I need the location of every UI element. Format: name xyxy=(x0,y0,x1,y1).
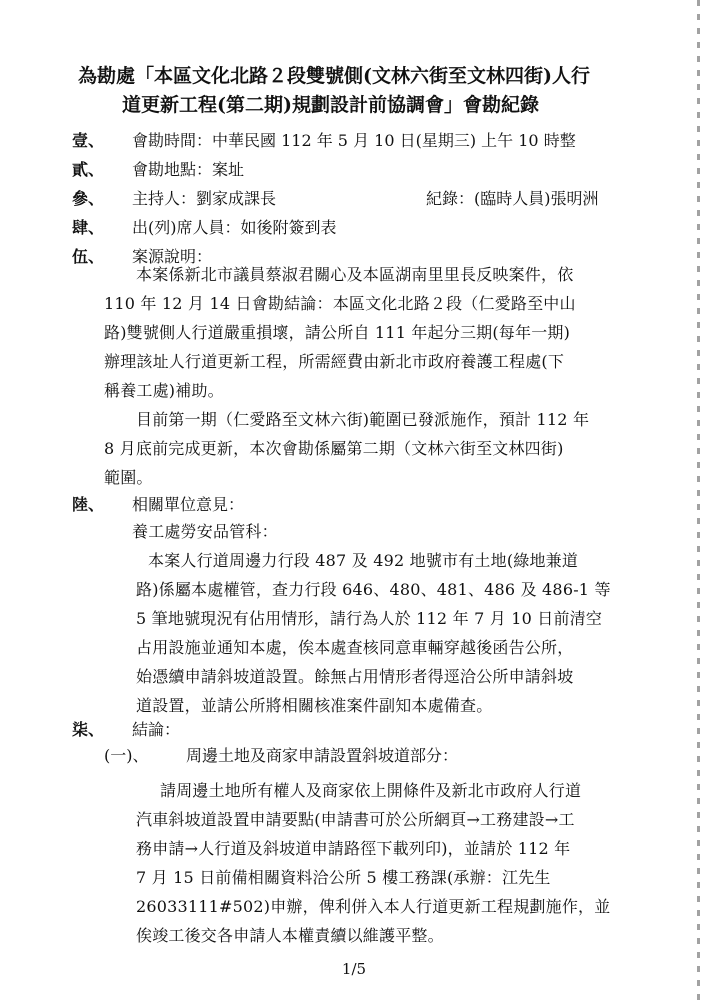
origin-line: 辦理該址人行道更新工程，所需經費由新北市政府養護工程處(下 xyxy=(104,352,565,371)
unit-opinion-line: 道設置，並請公所將相關核准案件副知本處備查。 xyxy=(136,696,493,715)
unit-opinion-line: 5 筆地號現況有佔用情形，請行為人於 112 年 7 月 10 日前清空 xyxy=(136,609,603,628)
chairperson: 主持人：劉家成課長 xyxy=(132,189,277,208)
section-number: 貳、 xyxy=(72,160,105,179)
section-heading: 相關單位意見： xyxy=(132,495,245,514)
conclusion-item-number: (一)、 xyxy=(104,746,149,765)
section-heading: 案源說明： xyxy=(132,247,213,266)
section-number: 柒、 xyxy=(72,720,105,739)
unit-opinion-line: 路)係屬本處權管，查力行段 646、480、481、486 及 486-1 等 xyxy=(136,580,611,599)
origin-line: 目前第一期（仁愛路至文林六街)範圍已發派施作，預計 112 年 xyxy=(136,410,590,429)
unit-opinion-line: 本案人行道周邊力行段 487 及 492 地號市有土地(綠地兼道 xyxy=(148,551,579,570)
unit-opinion-line: 始憑續申請斜坡道設置。餘無占用情形者得逕洽公所申請斜坡 xyxy=(136,667,574,686)
origin-line: 稱養工處)補助。 xyxy=(104,381,224,400)
section-number: 壹、 xyxy=(72,131,105,150)
recorder: 紀錄：(臨時人員)張明洲 xyxy=(426,189,599,208)
conclusion-line: 7 月 15 日前備相關資料洽公所 5 樓工務課(承辦：江先生 xyxy=(136,868,551,887)
conclusion-line: 務申請→人行道及斜坡道申請路徑下載列印)，並請於 112 年 xyxy=(136,839,571,858)
meeting-location: 會勘地點：案址 xyxy=(132,160,245,179)
section-number: 陸、 xyxy=(72,495,105,514)
document-title-line-1: 為勘處「本區文化北路２段雙號側(文林六街至文林四街)人行 xyxy=(78,65,590,87)
meeting-time: 會勘時間：中華民國 112 年 5 月 10 日(星期三) 上午 10 時整 xyxy=(132,131,576,150)
page-number: 1/5 xyxy=(341,960,367,978)
section-number: 參、 xyxy=(72,189,105,208)
conclusion-line: 請周邊土地所有權人及商家依上開條件及新北市政府人行道 xyxy=(160,781,582,800)
unit-name: 養工處勞安品管科： xyxy=(132,522,278,541)
conclusion-line: 汽車斜坡道設置申請要點(申請書可於公所網頁→工務建設→工 xyxy=(136,810,575,829)
document-title-line-2: 道更新工程(第二期)規劃設計前協調會」會勘紀錄 xyxy=(122,94,539,116)
conclusion-line: 26033111#502)申辦，俾利併入本人行道更新工程規劃施作，並 xyxy=(136,897,611,916)
conclusion-item-heading: 周邊土地及商家申請設置斜坡道部分： xyxy=(186,746,459,765)
scan-edge-marks xyxy=(697,0,700,1000)
conclusion-line: 俟竣工後交各申請人本權責續以維護平整。 xyxy=(136,926,444,945)
attendees: 出(列)席人員：如後附簽到表 xyxy=(132,218,337,237)
origin-line: 本案係新北市議員蔡淑君關心及本區湖南里里長反映案件，依 xyxy=(136,265,574,284)
origin-line: 8 月底前完成更新，本次會勘係屬第二期（文林六街至文林四街) xyxy=(104,439,564,458)
origin-line: 範圍。 xyxy=(104,468,153,487)
origin-line: 路)雙號側人行道嚴重損壞，請公所自 111 年起分三期(每年一期) xyxy=(104,323,571,342)
section-number: 肆、 xyxy=(72,218,105,237)
section-number: 伍、 xyxy=(72,247,105,266)
unit-opinion-line: 占用設施並通知本處，俟本處查核同意車輛穿越後函告公所， xyxy=(136,638,574,657)
origin-line: 110 年 12 月 14 日會勘結論：本區文化北路２段（仁愛路至中山 xyxy=(104,294,576,313)
section-heading: 結論： xyxy=(132,720,181,739)
